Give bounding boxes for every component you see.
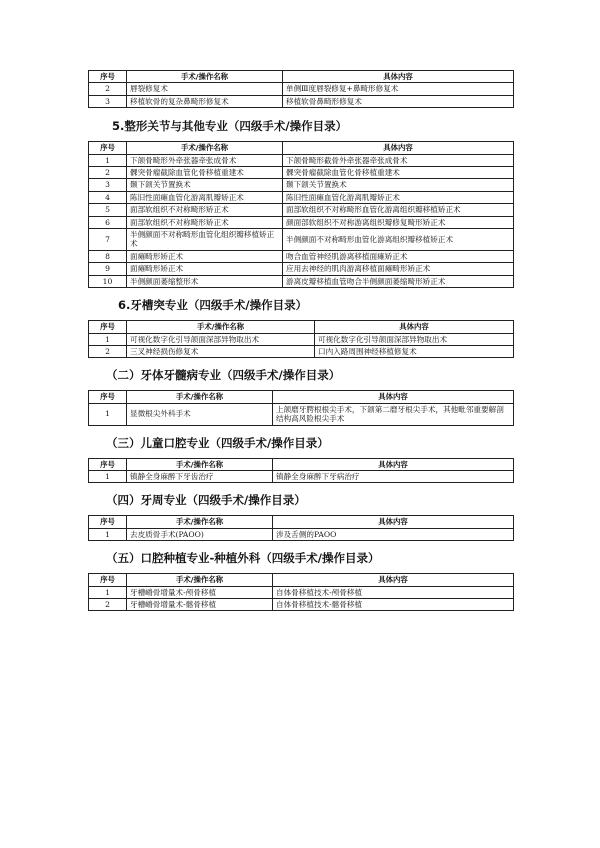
row-name: 面部软组织不对称畸形矫正术 (127, 216, 283, 228)
row-num: 3 (89, 95, 127, 107)
header-num: 序号 (89, 142, 127, 154)
row-name: 半侧颜面萎缩整形术 (127, 275, 283, 287)
row-content: 上颌磨牙腭根根尖手术，下颌第二磨牙根尖手术，其他毗邻重要解剖结构高风险根尖手术 (273, 403, 514, 425)
row-num: 6 (89, 216, 127, 228)
table-row (89, 83, 514, 95)
header-num: 序号 (89, 71, 127, 83)
table-row (89, 586, 514, 598)
row-num: 3 (89, 179, 127, 191)
row-content: 半侧颜面不对称畸形血管化游离组织瓣移植矫正术 (283, 229, 514, 251)
row-num: 2 (89, 345, 127, 357)
document-page (88, 70, 514, 611)
header-content: 具体内容 (283, 142, 514, 154)
row-num: 5 (89, 204, 127, 216)
section-heading-6: 6.牙槽突专业（四级手术/操作目录） (118, 298, 308, 313)
table-header-row (89, 574, 514, 586)
row-content: 髁突骨瘤截除血管化骨移植重建术 (283, 167, 514, 179)
row-name: 面部软组织不对称畸形矫正术 (127, 204, 283, 216)
row-name: 牙槽嵴骨增量术-颅骨移植 (127, 586, 273, 598)
row-num: 9 (89, 263, 127, 275)
row-num: 1 (89, 528, 127, 540)
row-content: 应用去神经的肌肉游离移植面瘫畸形矫正术 (283, 263, 514, 275)
header-name: 手术/操作名称 (127, 516, 273, 528)
table-section-implant (88, 573, 514, 611)
table-header-row (89, 458, 514, 470)
row-name: 镇静全身麻醉下牙齿治疗 (127, 470, 273, 482)
section-heading-5: 5.整形关节与其他专业（四级手术/操作目录） (112, 119, 348, 134)
row-name: 唇裂修复术 (127, 83, 283, 95)
table-row (89, 216, 514, 228)
row-num: 1 (89, 403, 127, 425)
table-row (89, 598, 514, 610)
row-num: 1 (89, 154, 127, 166)
section-heading-implant: （五）口腔种植专业-种植外科（四级手术/操作目录） (106, 551, 380, 566)
table-row (89, 250, 514, 262)
table-row (89, 154, 514, 166)
row-num: 4 (89, 191, 127, 203)
row-content: 颜面部软组织不对称游离组织瓣修复畸形矫正术 (283, 216, 514, 228)
table-section-pediatric (88, 458, 514, 484)
row-content: 口内入路周围神经移植修复术 (315, 345, 514, 357)
row-name: 移植软骨的复杂鼻畸形修复术 (127, 95, 283, 107)
header-num: 序号 (89, 516, 127, 528)
row-num: 7 (89, 229, 127, 251)
table-header-row (89, 516, 514, 528)
row-name: 显微根尖外科手术 (127, 403, 273, 425)
row-num: 2 (89, 167, 127, 179)
row-num: 2 (89, 598, 127, 610)
table-row (89, 229, 514, 251)
header-content: 具体内容 (273, 458, 514, 470)
table-section-endodontics (88, 390, 514, 425)
row-name: 面瘫畸形矫正术 (127, 263, 283, 275)
row-content: 单侧Ⅲ度唇裂修复+鼻畸形修复术 (283, 83, 514, 95)
row-name: 面瘫畸形矫正术 (127, 250, 283, 262)
table-row (89, 345, 514, 357)
row-name: 三叉神经损伤修复术 (127, 345, 315, 357)
table-row (89, 275, 514, 287)
header-name: 手术/操作名称 (127, 391, 273, 403)
table-row (89, 95, 514, 107)
row-content: 面部软组织不对称畸形血管化游离组织瓣移植矫正术 (283, 204, 514, 216)
table-row (89, 179, 514, 191)
row-content: 可视化数字化引导颌面深部异物取出术 (315, 333, 514, 345)
table-row (89, 333, 514, 345)
row-name: 颞下颌关节置换术 (127, 179, 283, 191)
header-name: 手术/操作名称 (127, 71, 283, 83)
header-num: 序号 (89, 321, 127, 333)
table-section-periodontics (88, 515, 514, 541)
table-row (89, 470, 514, 482)
table-header-row (89, 321, 514, 333)
row-name: 可视化数字化引导颌面深部异物取出术 (127, 333, 315, 345)
row-num: 8 (89, 250, 127, 262)
row-content: 下颌骨畸形截骨外牵张器牵张成骨术 (283, 154, 514, 166)
row-num: 1 (89, 333, 127, 345)
row-content: 自体骨移植技术-髂骨移植 (273, 598, 514, 610)
table-row (89, 204, 514, 216)
table-row (89, 191, 514, 203)
row-num: 1 (89, 470, 127, 482)
row-content: 自体骨移植技术-颅骨移植 (273, 586, 514, 598)
row-name: 髁突骨瘤截除血管化骨移植重建术 (127, 167, 283, 179)
table-row (89, 528, 514, 540)
header-content: 具体内容 (283, 71, 514, 83)
row-num: 1 (89, 586, 127, 598)
row-name: 去皮质骨手术(PAOO) (127, 528, 273, 540)
header-name: 手术/操作名称 (127, 142, 283, 154)
table-row (89, 263, 514, 275)
header-num: 序号 (89, 574, 127, 586)
table-header-row (89, 391, 514, 403)
section-heading-pediatric: （三）儿童口腔专业（四级手术/操作目录） (106, 435, 329, 450)
header-name: 手术/操作名称 (127, 321, 315, 333)
table-continued (88, 70, 514, 108)
header-content: 具体内容 (273, 574, 514, 586)
row-content: 陈旧性面瘫血管化游离肌瓣矫正术 (283, 191, 514, 203)
row-num: 2 (89, 83, 127, 95)
table-header-row (89, 142, 514, 154)
header-content: 具体内容 (273, 391, 514, 403)
row-name: 下颌骨畸形外牵张器牵张成骨术 (127, 154, 283, 166)
row-content: 游离皮瓣移植血管吻合半侧颜面萎缩畸形矫正术 (283, 275, 514, 287)
table-row (89, 167, 514, 179)
header-content: 具体内容 (273, 516, 514, 528)
row-name: 半侧颜面不对称畸形血管化组织瓣移植矫正术 (127, 229, 283, 251)
row-content: 镇静全身麻醉下牙病治疗 (273, 470, 514, 482)
row-name: 牙槽嵴骨增量术-髂骨移植 (127, 598, 273, 610)
row-num: 10 (89, 275, 127, 287)
row-content: 吻合血管神经肌游离移植面瘫矫正术 (283, 250, 514, 262)
section-heading-periodontics: （四）牙周专业（四级手术/操作目录） (106, 493, 306, 508)
table-row (89, 403, 514, 425)
header-name: 手术/操作名称 (127, 458, 273, 470)
header-num: 序号 (89, 458, 127, 470)
section-heading-endodontics: （二）牙体牙髓病专业（四级手术/操作目录） (106, 368, 341, 383)
header-num: 序号 (89, 391, 127, 403)
table-header-row (89, 71, 514, 83)
table-section-5 (88, 141, 514, 288)
row-name: 陈旧性面瘫血管化游离肌瓣矫正术 (127, 191, 283, 203)
row-content: 涉及舌侧的PAOO (273, 528, 514, 540)
table-section-6 (88, 320, 514, 358)
header-name: 手术/操作名称 (127, 574, 273, 586)
header-content: 具体内容 (315, 321, 514, 333)
row-content: 颞下颌关节置换术 (283, 179, 514, 191)
row-content: 移植软骨鼻畸形修复术 (283, 95, 514, 107)
